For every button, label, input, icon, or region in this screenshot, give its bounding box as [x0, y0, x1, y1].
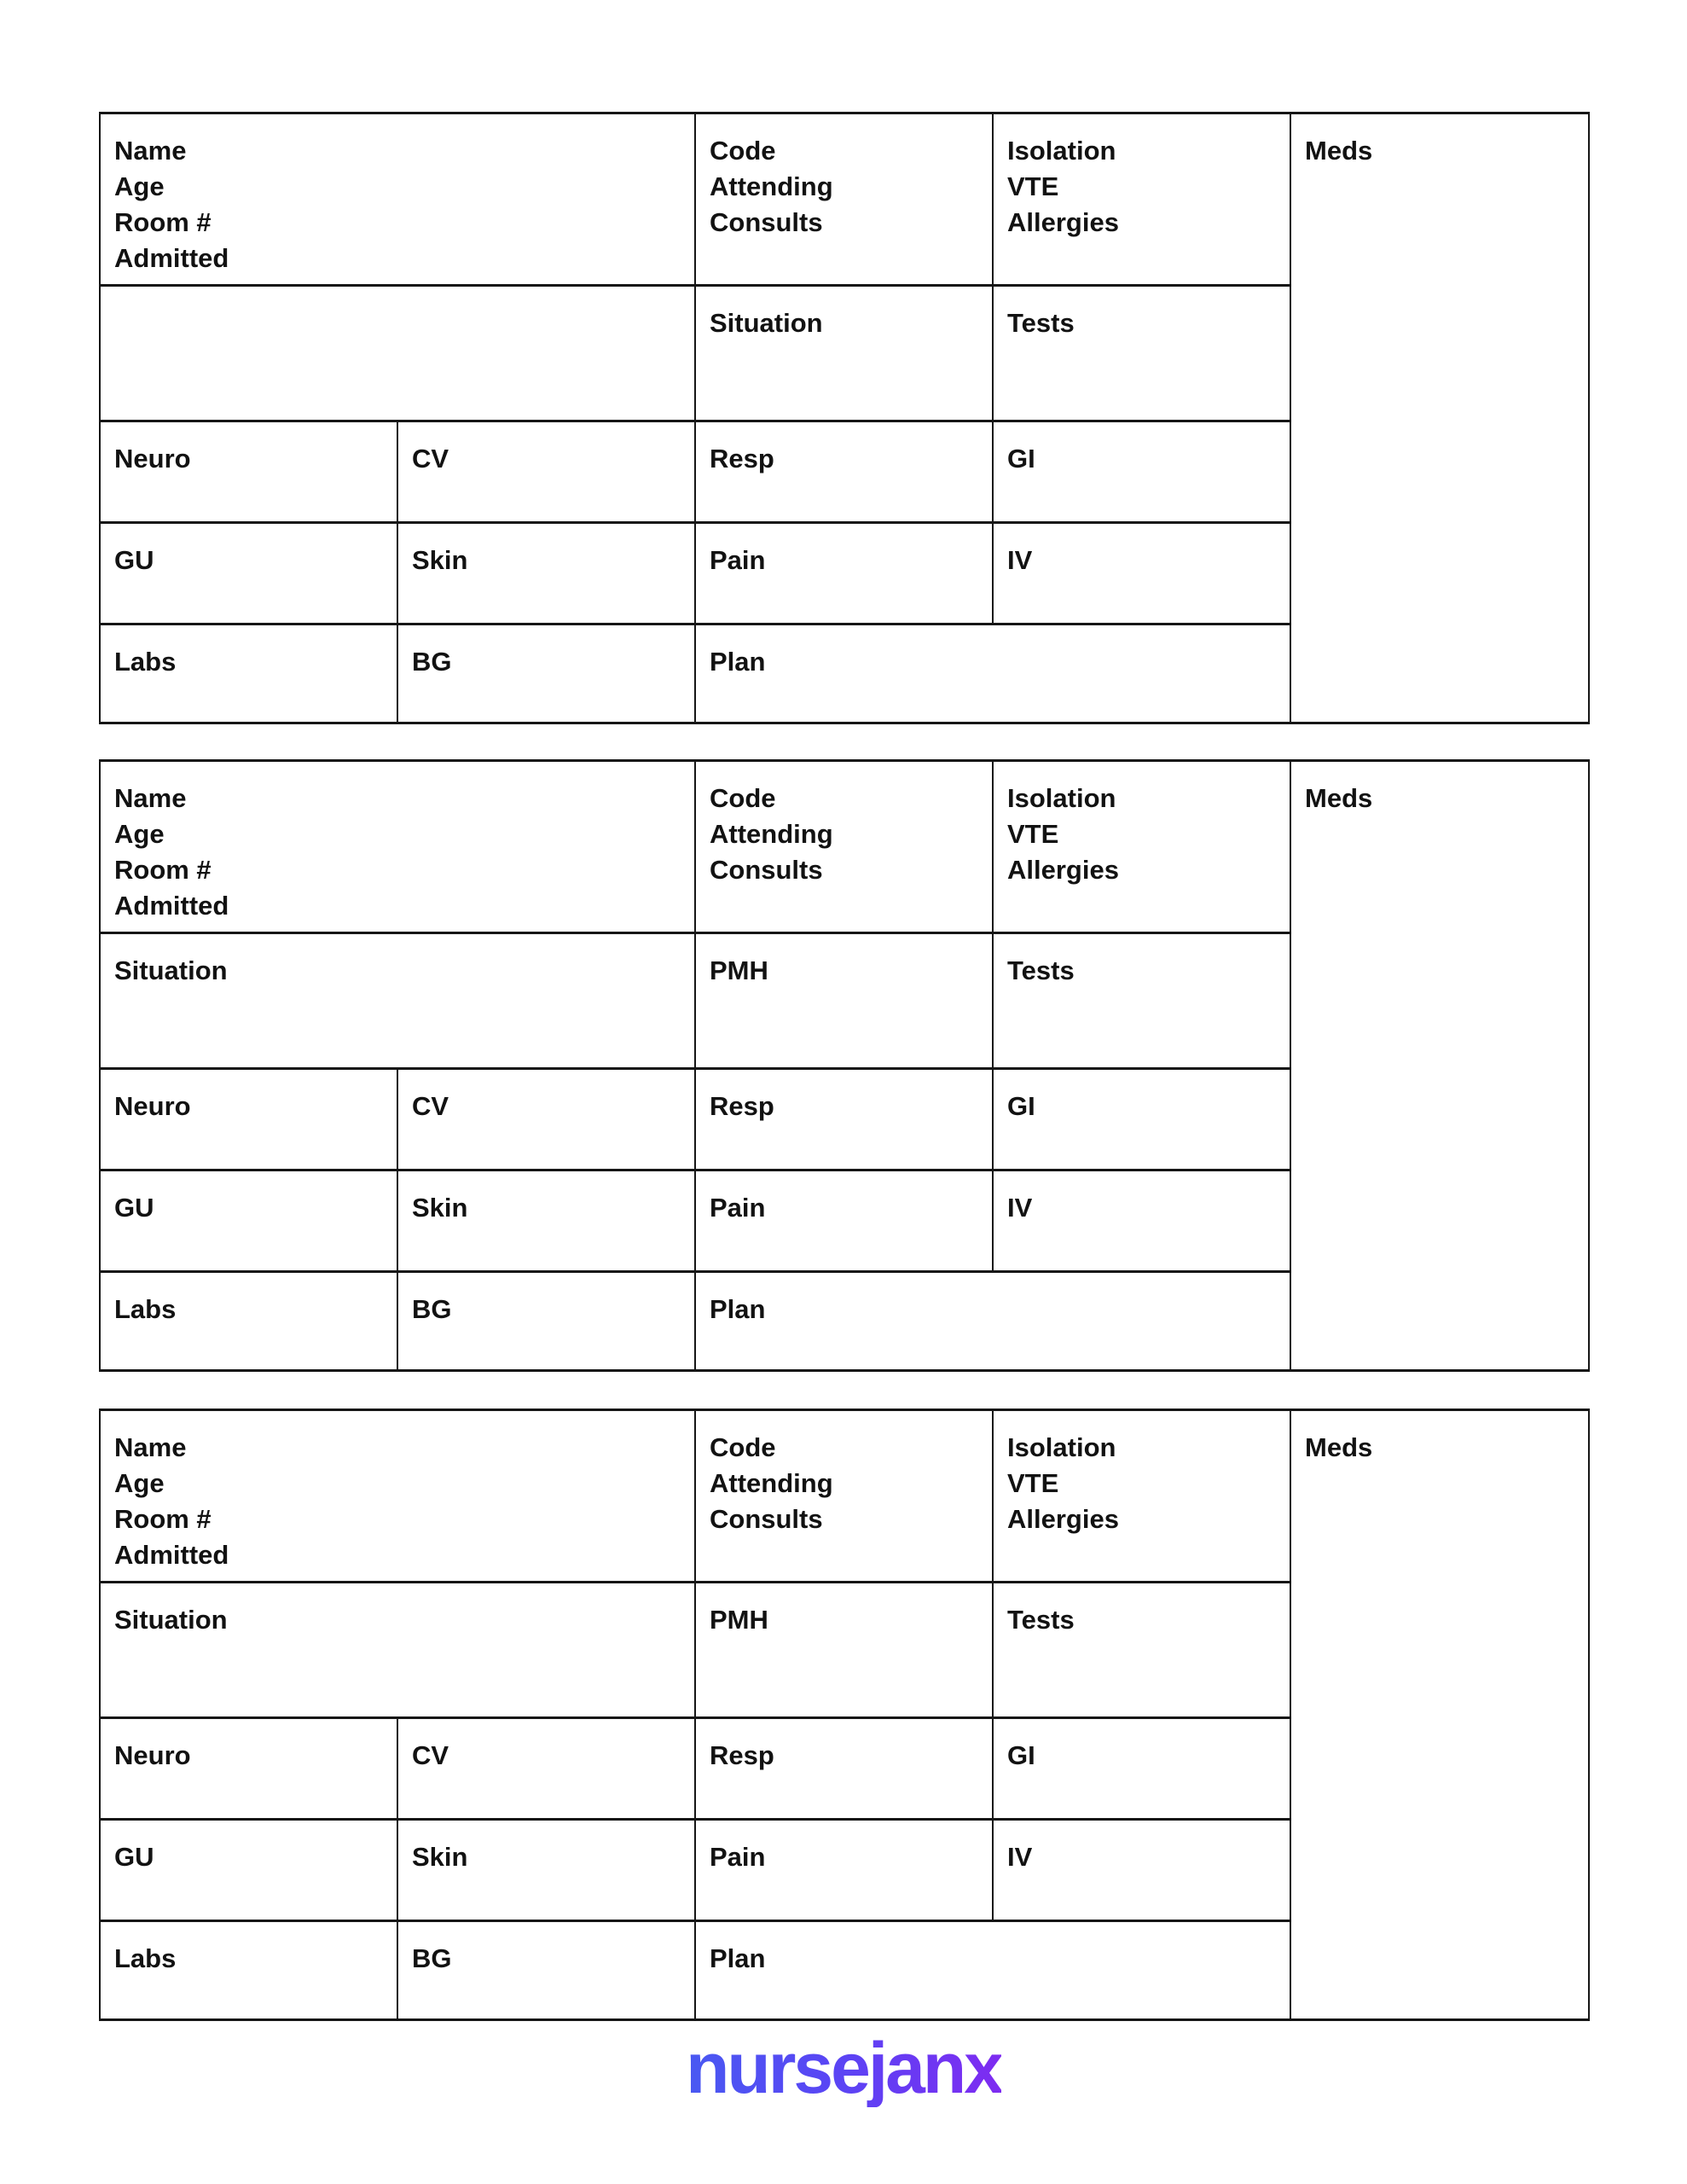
vte-label: VTE — [1007, 819, 1059, 849]
gi-cell — [994, 422, 1291, 524]
resp-cell — [696, 1719, 994, 1821]
patient-info-cell — [101, 762, 696, 934]
admitted-label: Admitted — [114, 243, 229, 273]
patient-info-cell — [101, 1411, 696, 1583]
situation-label: Situation — [710, 308, 823, 338]
consults-label: Consults — [710, 1504, 823, 1534]
isolation-label: Isolation — [1007, 1432, 1116, 1462]
resp-label: Resp — [710, 1740, 774, 1770]
gi-cell — [994, 1719, 1291, 1821]
plan-cell — [696, 1922, 1291, 2018]
bg-label: BG — [412, 647, 452, 677]
skin-label: Skin — [412, 545, 468, 575]
gu-label: GU — [114, 1842, 154, 1872]
resp-label: Resp — [710, 444, 774, 473]
gu-cell — [101, 1821, 398, 1922]
situation-cell — [696, 287, 994, 422]
gi-label: GI — [1007, 1740, 1035, 1770]
cv-label: CV — [412, 444, 449, 473]
report-block-3 — [99, 1409, 1590, 2021]
neuro-label: Neuro — [114, 1740, 191, 1770]
cv-label: CV — [412, 1091, 449, 1121]
bg-cell — [398, 625, 696, 722]
pmh-cell — [696, 934, 994, 1070]
iv-label: IV — [1007, 1193, 1033, 1223]
labs-cell — [101, 625, 398, 722]
code-label: Code — [710, 783, 776, 813]
gu-label: GU — [114, 545, 154, 575]
iv-cell — [994, 1171, 1291, 1273]
resp-cell — [696, 422, 994, 524]
attending-label: Attending — [710, 171, 833, 201]
cv-cell — [398, 1070, 696, 1171]
situation-label: Situation — [114, 1605, 228, 1635]
skin-cell — [398, 1171, 696, 1273]
gi-cell — [994, 1070, 1291, 1171]
labs-label: Labs — [114, 647, 177, 677]
meds-cell — [1291, 1411, 1588, 2018]
iv-label: IV — [1007, 1842, 1033, 1872]
neuro-cell — [101, 422, 398, 524]
resp-cell — [696, 1070, 994, 1171]
neuro-label: Neuro — [114, 1091, 191, 1121]
plan-label: Plan — [710, 1943, 766, 1973]
isolation-cell — [994, 1411, 1291, 1583]
vte-label: VTE — [1007, 171, 1059, 201]
gu-label: GU — [114, 1193, 154, 1223]
age-label: Age — [114, 819, 165, 849]
meds-cell — [1291, 114, 1588, 722]
bg-label: BG — [412, 1943, 452, 1973]
labs-label: Labs — [114, 1943, 177, 1973]
cv-cell — [398, 1719, 696, 1821]
iv-label: IV — [1007, 545, 1033, 575]
neuro-cell — [101, 1719, 398, 1821]
skin-cell — [398, 1821, 696, 1922]
tests-cell — [994, 287, 1291, 422]
name-label: Name — [114, 136, 187, 166]
resp-label: Resp — [710, 1091, 774, 1121]
bg-label: BG — [412, 1294, 452, 1324]
report-block-2 — [99, 759, 1590, 1372]
situation-label: Situation — [114, 956, 228, 985]
pain-label: Pain — [710, 545, 766, 575]
code-label: Code — [710, 1432, 776, 1462]
gu-cell — [101, 524, 398, 625]
pain-cell — [696, 1171, 994, 1273]
room-number-label: Room # — [114, 1504, 212, 1534]
age-label: Age — [114, 171, 165, 201]
plan-cell — [696, 625, 1291, 722]
plan-label: Plan — [710, 1294, 766, 1324]
skin-label: Skin — [412, 1842, 468, 1872]
bg-cell — [398, 1273, 696, 1369]
pain-cell — [696, 1821, 994, 1922]
neuro-label: Neuro — [114, 444, 191, 473]
gi-label: GI — [1007, 444, 1035, 473]
report-block-1 — [99, 112, 1590, 724]
situation-cell — [101, 934, 696, 1070]
allergies-label: Allergies — [1007, 207, 1119, 237]
bg-cell — [398, 1922, 696, 2018]
row2-left-cell — [101, 287, 696, 422]
pain-label: Pain — [710, 1842, 766, 1872]
attending-label: Attending — [710, 1468, 833, 1498]
attending-label: Attending — [710, 819, 833, 849]
tests-cell — [994, 1583, 1291, 1719]
labs-cell — [101, 1273, 398, 1369]
name-label: Name — [114, 783, 187, 813]
allergies-label: Allergies — [1007, 1504, 1119, 1534]
patient-info-cell — [101, 114, 696, 287]
plan-label: Plan — [710, 647, 766, 677]
tests-cell — [994, 934, 1291, 1070]
allergies-label: Allergies — [1007, 855, 1119, 885]
vte-label: VTE — [1007, 1468, 1059, 1498]
skin-label: Skin — [412, 1193, 468, 1223]
skin-cell — [398, 524, 696, 625]
name-label: Name — [114, 1432, 187, 1462]
isolation-cell — [994, 762, 1291, 934]
pain-label: Pain — [710, 1193, 766, 1223]
cv-cell — [398, 422, 696, 524]
neuro-cell — [101, 1070, 398, 1171]
situation-cell — [101, 1583, 696, 1719]
cv-label: CV — [412, 1740, 449, 1770]
nursejanx-logo: nursejanx — [686, 2028, 1001, 2108]
code-cell — [696, 762, 994, 934]
iv-cell — [994, 1821, 1291, 1922]
pmh-label: PMH — [710, 1605, 768, 1635]
pmh-label: PMH — [710, 956, 768, 985]
admitted-label: Admitted — [114, 1540, 229, 1570]
room-number-label: Room # — [114, 207, 212, 237]
plan-cell — [696, 1273, 1291, 1369]
code-cell — [696, 1411, 994, 1583]
pmh-cell — [696, 1583, 994, 1719]
gi-label: GI — [1007, 1091, 1035, 1121]
gu-cell — [101, 1171, 398, 1273]
iv-cell — [994, 524, 1291, 625]
meds-cell — [1291, 762, 1588, 1369]
tests-label: Tests — [1007, 308, 1075, 338]
isolation-label: Isolation — [1007, 136, 1116, 166]
meds-label: Meds — [1305, 1432, 1373, 1462]
code-cell — [696, 114, 994, 287]
tests-label: Tests — [1007, 1605, 1075, 1635]
consults-label: Consults — [710, 207, 823, 237]
isolation-cell — [994, 114, 1291, 287]
consults-label: Consults — [710, 855, 823, 885]
labs-cell — [101, 1922, 398, 2018]
admitted-label: Admitted — [114, 891, 229, 921]
labs-label: Labs — [114, 1294, 177, 1324]
meds-label: Meds — [1305, 136, 1373, 166]
meds-label: Meds — [1305, 783, 1373, 813]
room-number-label: Room # — [114, 855, 212, 885]
pain-cell — [696, 524, 994, 625]
tests-label: Tests — [1007, 956, 1075, 985]
code-label: Code — [710, 136, 776, 166]
isolation-label: Isolation — [1007, 783, 1116, 813]
age-label: Age — [114, 1468, 165, 1498]
